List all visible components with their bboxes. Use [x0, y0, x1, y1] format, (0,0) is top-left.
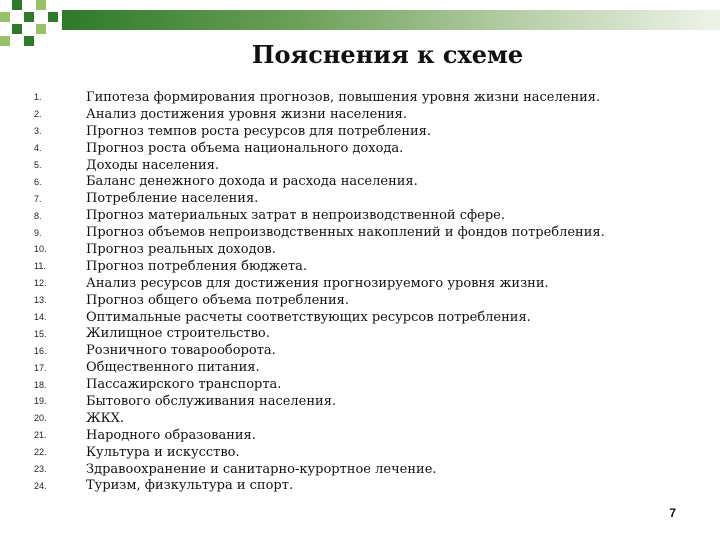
list-item-number: 14.: [34, 312, 47, 323]
decor-square: [36, 24, 46, 34]
list-item-text: Народного образования.: [86, 427, 256, 443]
list-item-number: 2.: [34, 109, 42, 120]
header-gradient-bar: [62, 10, 720, 30]
list-item-text: Прогноз объемов непроизводственных накоплений и фондов потребления.: [86, 225, 605, 241]
list-item-text: Анализ ресурсов для достижения прогнозируемого уровня жизни.: [86, 275, 549, 291]
page-number: 7: [669, 506, 676, 520]
list-item-text: ЖКХ.: [86, 410, 125, 426]
list-item-number: 11.: [34, 261, 46, 272]
list-item-number: 16.: [34, 345, 47, 356]
list-item: [34, 241, 605, 258]
list-item-number: 15.: [34, 328, 47, 339]
list-item: [34, 123, 605, 140]
list-item: [34, 309, 605, 326]
list-item-number: 5.: [34, 160, 42, 170]
list-item-number: 20.: [34, 413, 47, 424]
list-item-number: 10.: [34, 244, 47, 255]
list-item: [34, 342, 605, 359]
list-item-text: Анализ достижения уровня жизни населения.: [86, 106, 407, 122]
list-item-number: 4.: [34, 143, 42, 154]
list-item: [34, 292, 605, 309]
list-item: [34, 444, 605, 461]
list-item-number: 1.: [34, 92, 42, 103]
list-item-text: Прогноз темпов роста ресурсов для потребления.: [86, 123, 432, 139]
list-item: [34, 258, 605, 275]
list-item-number: 21.: [34, 430, 47, 441]
explanation-list: [34, 89, 605, 494]
decor-square: [12, 0, 22, 10]
decor-square: [0, 12, 10, 22]
list-item: [34, 173, 605, 190]
decor-square: [36, 0, 46, 10]
list-item-text: Прогноз материальных затрат в непроизводственной сфере.: [86, 208, 505, 224]
list-item-text: Прогноз реальных доходов.: [86, 241, 276, 257]
list-item-text: Жилищное строительство.: [86, 326, 270, 342]
list-item: [34, 190, 605, 207]
list-item-text: Доходы населения.: [86, 157, 220, 173]
list-item-text: Пассажирского транспорта.: [86, 377, 282, 393]
list-item-text: Бытового обслуживания населения.: [86, 393, 337, 409]
list-item-number: 9.: [34, 227, 42, 238]
list-item-number: 17.: [34, 362, 47, 373]
list-item: [34, 224, 605, 241]
list-item-number: 6.: [34, 176, 42, 187]
list-item-text: Здравоохранение и санитарно-курортное лечение.: [86, 461, 437, 477]
list-item-text: Гипотеза формирования прогнозов, повышения уровня жизни населения.: [86, 89, 601, 105]
list-item: [34, 410, 605, 427]
list-item-text: Общественного питания.: [86, 360, 260, 376]
slide-title: Пояснения к схеме: [251, 40, 524, 69]
list-item: [34, 140, 605, 157]
list-item: [34, 393, 605, 410]
decor-square: [48, 12, 58, 22]
list-item-text: Туризм, физкультура и спорт.: [86, 478, 294, 494]
list-item: [34, 106, 605, 123]
list-item-number: 22.: [34, 447, 47, 458]
list-item-number: 12.: [34, 278, 47, 289]
decor-square: [12, 24, 22, 34]
list-item-text: Оптимальные расчеты соответствующих ресурсов потребления.: [86, 309, 531, 325]
list-item-text: Прогноз общего объема потребления.: [86, 292, 349, 308]
list-item-text: Прогноз потребления бюджета.: [86, 258, 308, 274]
list-item: [34, 376, 605, 393]
list-item-text: Потребление населения.: [86, 191, 259, 207]
list-item-text: Баланс денежного дохода и расхода населения.: [86, 174, 418, 190]
list-item-text: Розничного товарооборота.: [86, 343, 276, 359]
list-item: [34, 461, 605, 478]
list-item-text: Прогноз роста объема национального дохода.: [86, 140, 404, 156]
list-item: [34, 325, 605, 342]
list-item: [34, 275, 605, 292]
list-item-number: 19.: [34, 396, 47, 407]
list-item: [34, 207, 605, 224]
list-item-number: 24.: [34, 480, 47, 491]
list-item: [34, 427, 605, 444]
list-item: [34, 359, 605, 376]
list-item-number: 7.: [34, 193, 42, 204]
list-item: [34, 157, 605, 174]
list-item-number: 3.: [34, 126, 42, 137]
list-item: [34, 89, 605, 106]
list-item-number: 8.: [34, 210, 42, 221]
list-item-number: 23.: [34, 464, 47, 475]
list-item: [34, 477, 605, 494]
list-item-text: Культура и искусство.: [86, 444, 240, 460]
list-item-number: 18.: [34, 379, 47, 390]
list-item-number: 13.: [34, 295, 47, 306]
decor-square: [24, 12, 34, 22]
